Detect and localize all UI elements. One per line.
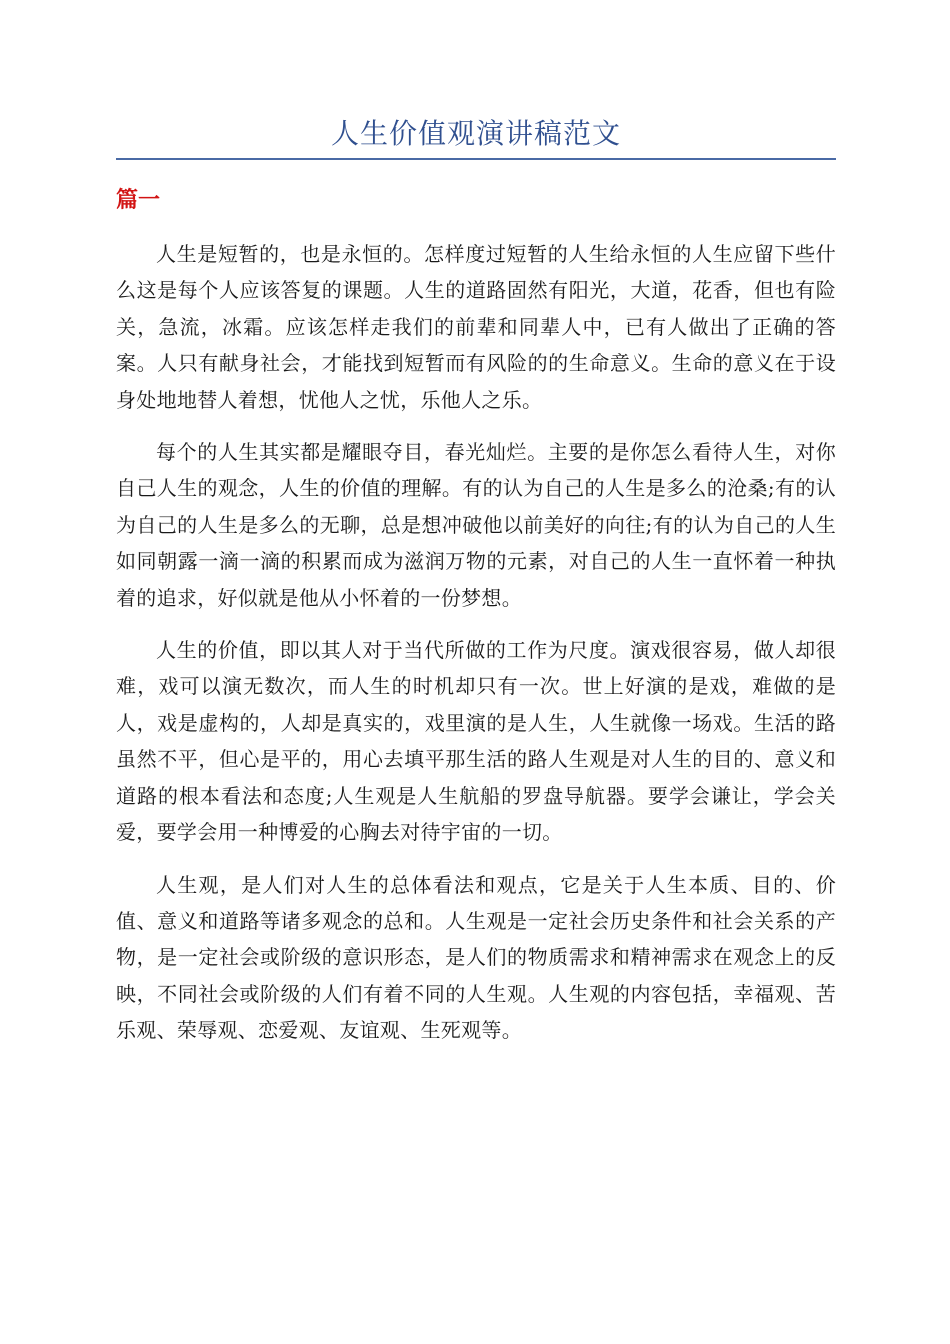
title-underline (116, 158, 836, 160)
body-paragraph-3: 人生的价值，即以其人对于当代所做的工作为尺度。演戏很容易，做人却很难，戏可以演无数次，而人生的时机却只有一次。世上好演的是戏，难做的是人，戏是虚构的，人却是真实的，戏里演的是人生，人生就像一场戏。生活的路虽然不平，但心是平的，用心去填平那生活的路人生观是对人生的目的、意义和道路的根本看法和态度;人生观是人生航船的罗盘导航器。要学会谦让，学会关爱，要学会用一种博爱的心胸去对待宇宙的一切。 (116, 638, 836, 845)
body-paragraph-4: 人生观，是人们对人生的总体看法和观点，它是关于人生本质、目的、价值、意义和道路等诸多观念的总和。人生观是一定社会历史条件和社会关系的产物，是一定社会或阶级的意识形态，是人们的物质需求和精神需求在观念上的反映，不同社会或阶级的人们有着不同的人生观。人生观的内容包括，幸福观、苦乐观、荣辱观、恋爱观、友谊观、生死观等。 (116, 872, 836, 1043)
section-heading: 篇一 (116, 188, 161, 213)
document-title: 人生价值观演讲稿范文 (330, 117, 621, 150)
body-paragraph-1: 人生是短暂的，也是永恒的。怎样度过短暂的人生给永恒的人生应留下些什么这是每个人应该答复的课题。人生的道路固然有阳光，大道，花香，但也有险关，急流，冰霜。应该怎样走我们的前辈和同辈人中，已有人做出了正确的答案。人只有献身社会，才能找到短暂而有风险的的生命意义。生命的意义在于设身处地地替人着想，忧他人之忧，乐他人之乐。 (116, 242, 836, 412)
body-paragraph-2: 每个的人生其实都是耀眼夺目，春光灿烂。主要的是你怎么看待人生，对你自己人生的观念，人生的价值的理解。有的认为自己的人生是多么的沧桑;有的认为自己的人生是多么的无聊，总是想冲破他以前美好的向往;有的认为自己的人生如同朝露一滴一滴的积累而成为滋润万物的元素，对自己的人生一直怀着一种执着的追求，好似就是他从小怀着的一份梦想。 (116, 440, 836, 610)
document-page (116, 110, 836, 1049)
